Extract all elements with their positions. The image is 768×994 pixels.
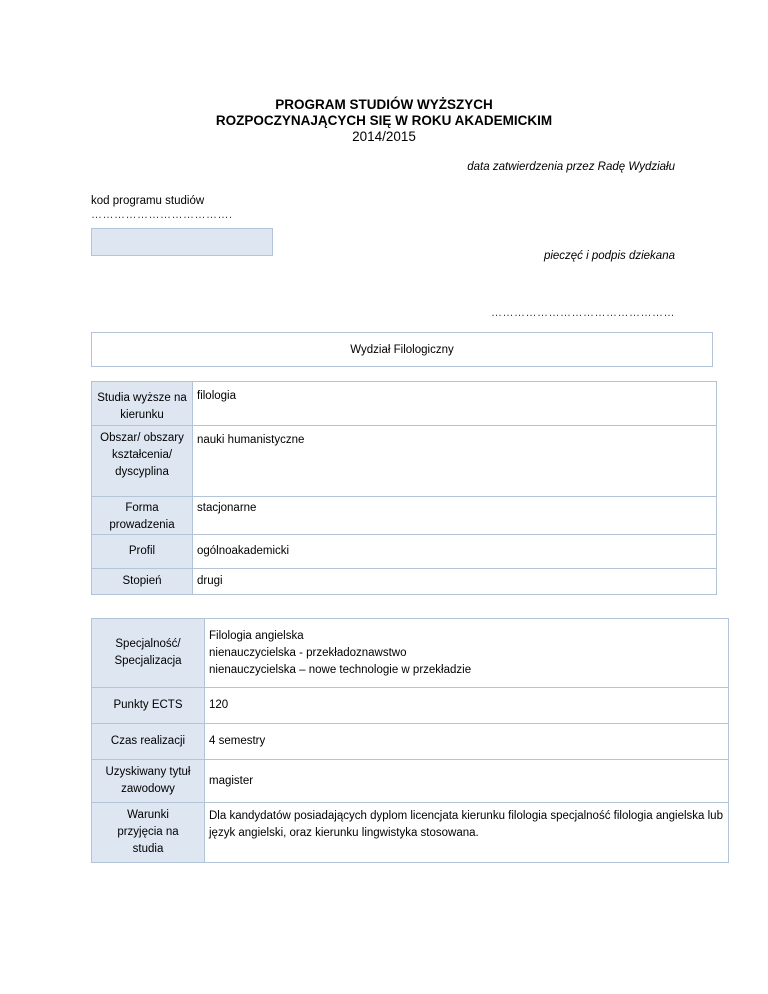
study-form-value: stacjonarne <box>193 497 717 535</box>
table-row <box>92 535 717 569</box>
table-row <box>92 382 717 426</box>
profile-value: ogólnoakademicki <box>193 535 717 569</box>
study-form-label: Forma prowadzenia <box>92 497 193 535</box>
table-row <box>92 688 729 724</box>
specialization-line: Filologia angielska <box>209 629 304 642</box>
ects-value: 120 <box>205 688 729 724</box>
academic-year: 2014/2015 <box>352 129 416 144</box>
area-value: nauki humanistyczne <box>193 426 717 497</box>
table-row <box>92 760 729 803</box>
table-row <box>92 724 729 760</box>
approval-date-label: data zatwierdzenia przez Radę Wydziału <box>467 161 675 173</box>
table-row <box>92 497 717 535</box>
faculty-name: Wydział Filologiczny <box>91 332 713 367</box>
program-code-label: kod programu studiów <box>91 195 205 207</box>
field-of-study-value: filologia <box>193 382 717 426</box>
title-line-1: PROGRAM STUDIÓW WYŻSZYCH <box>275 97 493 112</box>
duration-label: Czas realizacji <box>92 724 205 760</box>
field-of-study-label-text: Studia wyższe na kierunku <box>97 392 187 421</box>
degree-level-value: drugi <box>193 569 717 595</box>
ects-label: Punkty ECTS <box>92 688 205 724</box>
specialization-value <box>205 619 729 688</box>
profile-label: Profil <box>92 535 193 569</box>
admission-value: Dla kandydatów posiadających dyplom licencjata kierunku filologia specjalność filologia angielska lub język angielski, oraz kierunku lingwistyka stosowana. <box>205 803 729 863</box>
program-code-field[interactable] <box>91 228 273 256</box>
duration-value: 4 semestry <box>205 724 729 760</box>
admission-label: Warunki przyjęcia na studia <box>92 803 205 863</box>
specialization-line: nienauczycielska - przekładoznawstwo <box>209 646 407 659</box>
table-row <box>92 426 717 497</box>
table-row <box>92 619 729 688</box>
field-of-study-label <box>92 382 193 426</box>
title-value: magister <box>205 760 729 803</box>
table-row <box>92 803 729 863</box>
program-info-table <box>91 381 717 595</box>
program-details-table <box>91 618 729 863</box>
specialization-label: Specjalność/ Specjalizacja <box>92 619 205 688</box>
program-code-dots: ………………………………. <box>91 209 233 221</box>
degree-level-label: Stopień <box>92 569 193 595</box>
dean-signature-label: pieczęć i podpis dziekana <box>543 250 675 262</box>
area-label: Obszar/ obszary kształcenia/ dyscyplina <box>92 426 193 497</box>
dean-signature-dots: ………………………………………… <box>491 307 675 319</box>
table-row <box>92 569 717 595</box>
specialization-line: nienauczycielska – nowe technologie w przekładzie <box>209 663 472 676</box>
title-label: Uzyskiwany tytuł zawodowy <box>92 760 205 803</box>
title-line-2: ROZPOCZYNAJĄCYCH SIĘ W ROKU AKADEMICKIM <box>215 113 553 128</box>
